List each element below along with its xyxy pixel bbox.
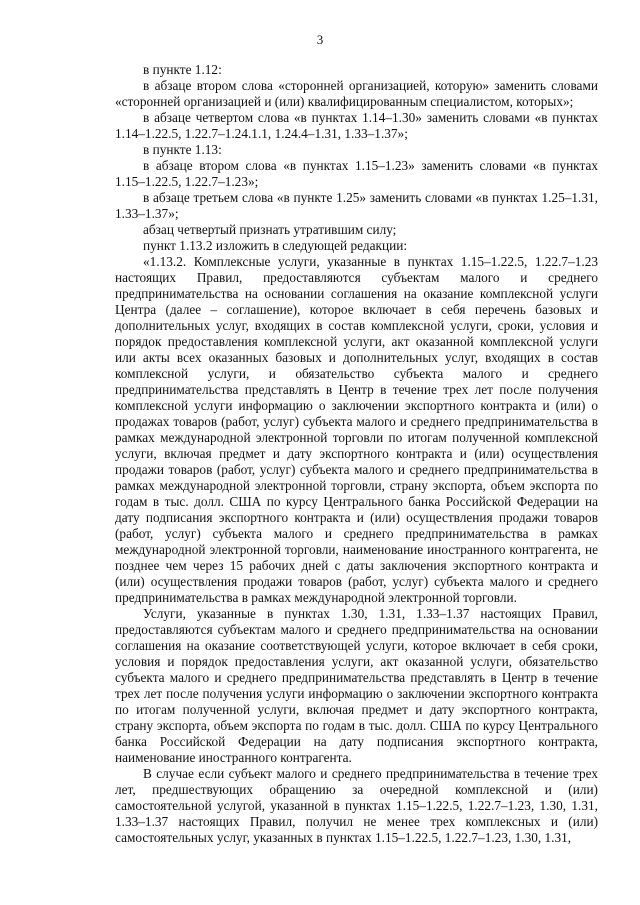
paragraph-1: в пункте 1.12:: [143, 62, 222, 77]
paragraph-6: в абзаце третьем слова «в пункте 1.25» заменить словами «в пунктах 1.25–1.31, 1.33–1.37»;: [115, 190, 598, 221]
paragraph-10: Услуги, указанные в пунктах 1.30, 1.31, 1.33–1.37 настоящих Правил, предоставляются субъектам малого и среднего предпринимательства на основании соглашения на оказание соответствующей услуги, которое включает в себя сроки, условия и порядок предоставления услуги, акт оказанной услуги, обязательство субъекта малого и среднего предпринимательства представлять в Центр в течение трех лет после получения услуги информацию о заключении экспортного контракта по итогам полученной услуги, включая предмет и дату экспортного контракта, страну экспорта, объем экспорта по годам в тыс. долл. США по курсу Центрального банка Российской Федерации на дату подписания экспортного контракта, наименование иностранного контрагента.: [115, 606, 598, 765]
paragraph-4: в пункте 1.13:: [143, 142, 222, 157]
paragraph-9: «1.13.2. Комплексные услуги, указанные в пунктах 1.15–1.22.5, 1.22.7–1.23 настоящих Правил, предоставляются субъектам малого и среднего предпринимательства на основании соглашения на оказание комплексной услуги Центра (далее – соглашение), которое включает в себя перечень базовых и дополнительных услуг, входящих в состав комплексной услуги, сроки, условия и порядок предоставления комплексной услуги, акт оказанной комплексной услуги или акты всех оказанных базовых и дополнительных услуг, входящих в состав комплексной услуги, и обязательство субъекта малого и среднего предпринимательства представлять в Центр в течение трех лет после получения комплексной услуги информацию о заключении экспортного контракта и (или) о продажах товаров (работ, услуг) субъекта малого и среднего предпринимательства в рамках международной электронной торговли по итогам полученной комплексной услуги, включая предмет и дату экспортного контракта и (или) осуществления продажи товаров (работ, услуг) субъекта малого и среднего предпринимательства в рамках международной электронной торговли, страну экспорта, объем экспорта по годам в тыс. долл. США по курсу Центрального банка Российской Федерации на дату подписания экспортного контракта и (или) осуществления продажи товаров (работ, услуг) субъекта малого и среднего предпринимательства в рамках международной электронной торговли, наименование иностранного контрагента, не позднее чем через 15 рабочих дней с даты заключения экспортного контракта и (или) осуществления продажи товаров (работ, услуг) субъекта малого и среднего предпринимательства в рамках международной электронной торговли.: [115, 254, 598, 605]
paragraph-11: В случае если субъект малого и среднего предпринимательства в течение трех лет, предшествующих обращению за очередной комплексной и (или) самостоятельной услугой, указанной в пунктах 1.15–1.22.5, 1.22.7–1.23, 1.30, 1.31, 1.33–1.37 настоящих Правил, получил не менее трех комплексных и (или) самостоятельных услуг, указанных в пунктах 1.15–1.22.5, 1.22.7–1.23, 1.30, 1.31,: [115, 766, 598, 845]
paragraph-8: пункт 1.13.2 изложить в следующей редакции:: [143, 238, 408, 253]
paragraph-2: в абзаце втором слова «сторонней организацией, которую» заменить словами «сторонней организацией и (или) квалифицированным специалистом, которых»;: [115, 78, 598, 109]
paragraph-7: абзац четвертый признать утратившим силу;: [143, 222, 397, 237]
document-body: [115, 62, 598, 846]
page-number: 3: [316, 32, 324, 47]
paragraph-3: в абзаце четвертом слова «в пунктах 1.14–1.30» заменить словами «в пунктах 1.14–1.22.5, 1.22.7–1.24.1.1, 1.24.4–1.31, 1.33–1.37»;: [115, 110, 598, 141]
paragraph-5: в абзаце втором слова «в пунктах 1.15–1.23» заменить словами «в пунктах 1.15–1.22.5, 1.22.7–1.23»;: [115, 158, 598, 189]
